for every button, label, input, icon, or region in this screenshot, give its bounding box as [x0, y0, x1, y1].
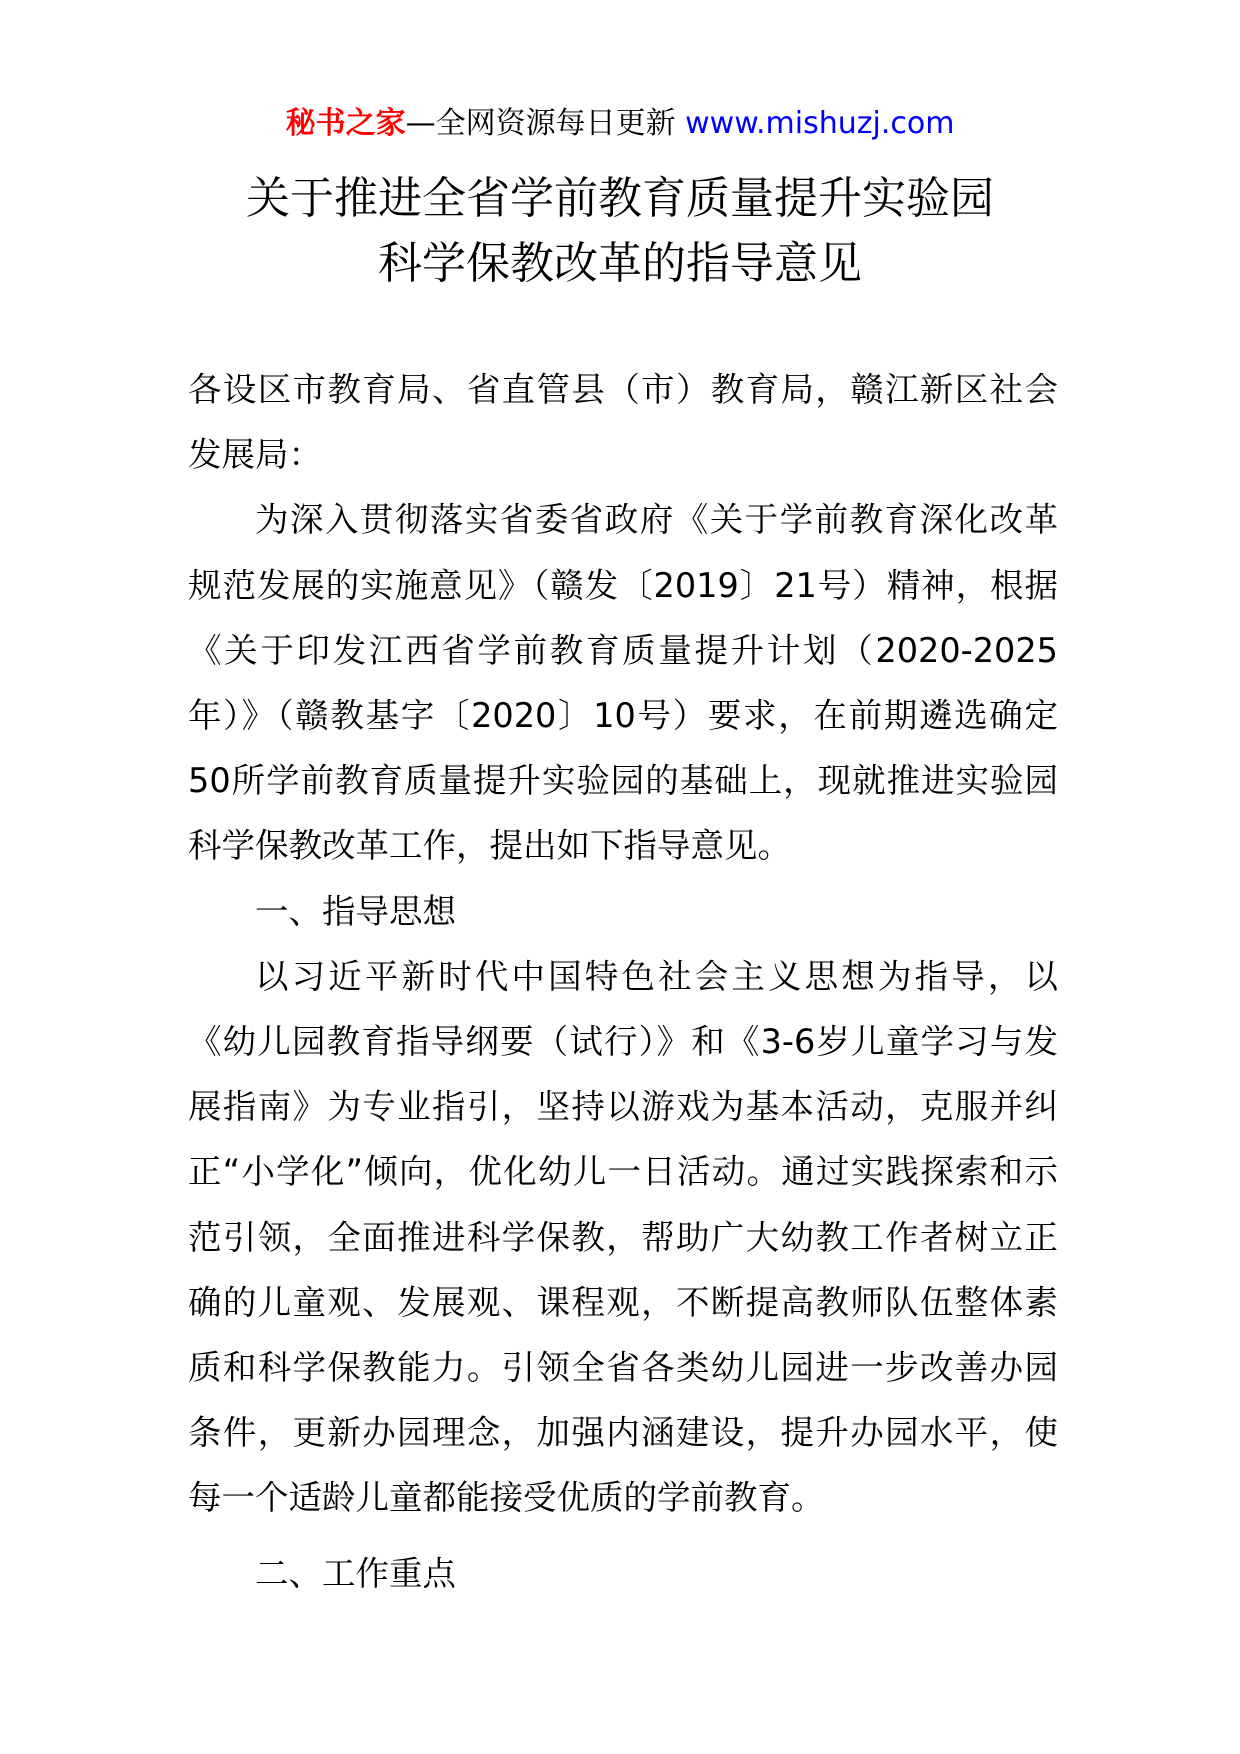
site-watermark-header: [0, 104, 1240, 144]
intro-paragraph: 为深入贯彻落实省委省政府《关于学前教育深化改革规范发展的实施意见》（赣发〔2019〕21号）精神，根据《关于印发江西省学前教育质量提升计划（2020-2025年）》（赣教基字〔2020〕10号）要求，在前期遴选确定50所学前教育质量提升实验园的基础上，现就推进实验园科学保教改革工作，提出如下指导意见。: [188, 500, 1058, 866]
salutation: 各设区市教育局、省直管县（市）教育局，赣江新区社会发展局：: [188, 370, 1058, 475]
guiding-ideology-paragraph: 以习近平新时代中国特色社会主义思想为指导，以《幼儿园教育指导纲要（试行）》和《3-6岁儿童学习与发展指南》为专业指引，坚持以游戏为基本活动，克服并纠正“小学化”倾向，优化幼儿一日活动。通过实践探索和示范引领，全面推进科学保教，帮助广大幼教工作者树立正确的儿童观、发展观、课程观，不断提高教师队伍整体素质和科学保教能力。引领全省各类幼儿园进一步改善办园条件，更新办园理念，加强内涵建设，提升办园水平，使每一个适龄儿童都能接受优质的学前教育。: [188, 956, 1058, 1518]
document-title-line-2: 科学保教改革的指导意见: [378, 238, 862, 289]
watermark-tagline: —全网资源每日更新: [405, 106, 676, 141]
document-title: [0, 166, 1240, 296]
document-title-line-1: 关于推进全省学前教育质量提升实验园: [246, 173, 994, 224]
section-heading-work-focus: 二、工作重点: [255, 1553, 456, 1593]
section-heading-guiding-ideology: 一、指导思想: [255, 891, 456, 931]
document-body: [188, 357, 1058, 1606]
watermark-url-link[interactable]: www.mishuzj.com: [685, 106, 955, 141]
watermark-brand: 秘书之家: [285, 106, 406, 141]
